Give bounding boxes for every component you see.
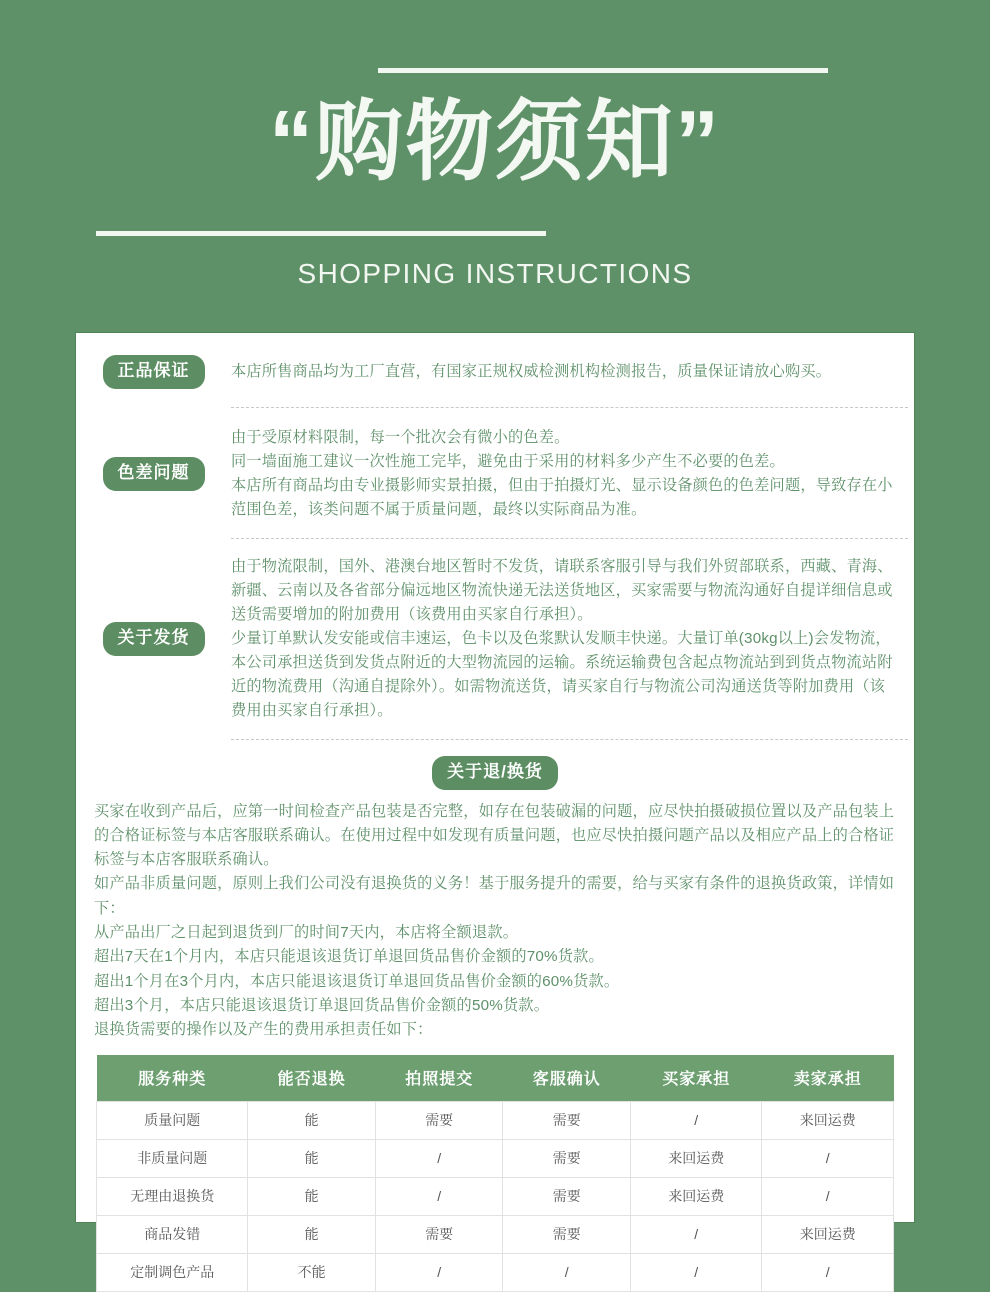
- return-paragraph: 超出3个月，本店只能退该退货订单退回货品售价金额的50%货款。: [94, 997, 550, 1015]
- return-paragraph: 买家在收到产品后，应第一时间检查产品包装是否完整，如存在包装破漏的问题，应尽快拍摄破损位置以及产品包装上的合格证标签与本店客服联系确认。在使用过程中如发现有质量问题，也应尽快拍摄问题产品以及相应产品上的合格证标签与本店客服联系确认。: [94, 802, 895, 869]
- table-cell: /: [762, 1139, 894, 1177]
- return-paragraph: 超出7天在1个月内，本店只能退该退货订单退回货品售价金额的70%货款。: [94, 948, 604, 966]
- section-body: [231, 555, 914, 723]
- table-cell: /: [762, 1177, 894, 1215]
- table-cell: 来回运费: [630, 1139, 762, 1177]
- table-cell: 来回运费: [762, 1101, 894, 1139]
- table-cell: 需要: [503, 1215, 631, 1253]
- table-cell: 定制调色产品: [97, 1253, 248, 1291]
- section-badge-wrap: [76, 355, 231, 389]
- section-badge-wrap: [76, 457, 231, 491]
- section-color-difference: [76, 408, 914, 538]
- table-header-cell: 买家承担: [630, 1055, 762, 1102]
- table-row: [97, 1139, 894, 1177]
- table-cell: /: [375, 1139, 503, 1177]
- table-header-cell: 能否退换: [248, 1055, 376, 1102]
- return-paragraph: 超出1个月在3个月内，本店只能退该退货订单退回货品售价金额的60%货款。: [94, 972, 620, 990]
- section-line: 同一墙面施工建议一次性施工完毕，避免由于采用的材料多少产生不必要的色差。: [231, 452, 785, 470]
- section-return-header: [76, 740, 914, 800]
- header-rule-bottom: [96, 231, 546, 236]
- policy-table-head: [97, 1055, 894, 1102]
- badge-authenticity: 正品保证: [103, 355, 205, 389]
- table-header-row: [97, 1055, 894, 1102]
- badge-color-difference: 色差问题: [103, 457, 205, 491]
- return-paragraph: 退换货需要的操作以及产生的费用承担责任如下：: [94, 1021, 433, 1039]
- table-cell: 无理由退换货: [97, 1177, 248, 1215]
- badge-return-exchange: 关于退/换货: [432, 756, 558, 790]
- section-body: [231, 360, 914, 384]
- table-cell: 能: [248, 1101, 376, 1139]
- table-header-cell: 客服确认: [503, 1055, 631, 1102]
- table-cell: 来回运费: [762, 1215, 894, 1253]
- table-cell: /: [630, 1101, 762, 1139]
- table-header-cell: 服务种类: [97, 1055, 248, 1102]
- section-body: [231, 426, 914, 522]
- table-cell: /: [503, 1253, 631, 1291]
- table-cell: 需要: [503, 1101, 631, 1139]
- section-badge-wrap: [76, 622, 231, 656]
- table-cell: 非质量问题: [97, 1139, 248, 1177]
- table-header-cell: 拍照提交: [375, 1055, 503, 1102]
- table-cell: 来回运费: [630, 1177, 762, 1215]
- policy-table-body: [97, 1101, 894, 1291]
- table-cell: 需要: [503, 1139, 631, 1177]
- section-line: 由于受原材料限制，每一个批次会有微小的色差。: [231, 428, 570, 446]
- table-row: [97, 1253, 894, 1291]
- instructions-card: [75, 332, 915, 1280]
- table-row: [97, 1215, 894, 1253]
- table-cell: /: [375, 1177, 503, 1215]
- table-row: [97, 1177, 894, 1215]
- table-cell: 能: [248, 1177, 376, 1215]
- section-line: 本店所售商品均为工厂直营，有国家正规权威检测机构检测报告，质量保证请放心购买。: [231, 362, 832, 380]
- badge-shipping: 关于发货: [103, 622, 205, 656]
- table-cell: /: [630, 1253, 762, 1291]
- section-return-body: [76, 800, 914, 1043]
- table-cell: 需要: [375, 1101, 503, 1139]
- section-line: 少量订单默认发安能或信丰速运，色卡以及色浆默认发顺丰快递。大量订单(30kg以上)会发物流，本公司承担送货到发货点附近的大型物流园的运输。系统运输费包含起点物流站到到货点物流站附近的物流费用（沟通自提除外）。如需物流送货，请买家自行与物流公司沟通送货等附加费用（该费用由买家自行承担）。: [231, 629, 893, 719]
- table-cell: 需要: [503, 1177, 631, 1215]
- table-cell: 能: [248, 1139, 376, 1177]
- section-authenticity: [76, 333, 914, 407]
- return-paragraph: 如产品非质量问题，原则上我们公司没有退换货的义务！基于服务提升的需要，给与买家有条件的退换货政策，详情如下：: [94, 875, 895, 917]
- policy-table: [96, 1055, 894, 1292]
- policy-table-wrap: [76, 1043, 914, 1292]
- section-line: 由于物流限制，国外、港澳台地区暂时不发货，请联系客服引导与我们外贸部联系，西藏、青海、新疆、云南以及各省部分偏远地区物流快递无法送货地区，买家需要与物流沟通好自提详细信息或送货需要增加的附加费用（该费用由买家自行承担）。: [231, 557, 893, 623]
- section-line: 本店所有商品均由专业摄影师实景拍摄，但由于拍摄灯光、显示设备颜色的色差问题，导致存在小范围色差，该类问题不属于质量问题，最终以实际商品为准。: [231, 476, 893, 518]
- table-cell: 不能: [248, 1253, 376, 1291]
- table-row: [97, 1101, 894, 1139]
- table-header-cell: 卖家承担: [762, 1055, 894, 1102]
- page-title: “购物须知”: [268, 92, 721, 191]
- table-cell: 商品发错: [97, 1215, 248, 1253]
- table-cell: 质量问题: [97, 1101, 248, 1139]
- page-subtitle: SHOPPING INSTRUCTIONS: [297, 258, 693, 289]
- table-cell: 能: [248, 1215, 376, 1253]
- table-cell: /: [762, 1253, 894, 1291]
- table-cell: /: [630, 1215, 762, 1253]
- header-rule-top: [378, 68, 828, 73]
- page-header: [0, 0, 990, 332]
- table-cell: 需要: [375, 1215, 503, 1253]
- table-cell: /: [375, 1253, 503, 1291]
- section-shipping: [76, 539, 914, 739]
- return-paragraph: 从产品出厂之日起到退货到厂的时间7天内，本店将全额退款。: [94, 924, 519, 942]
